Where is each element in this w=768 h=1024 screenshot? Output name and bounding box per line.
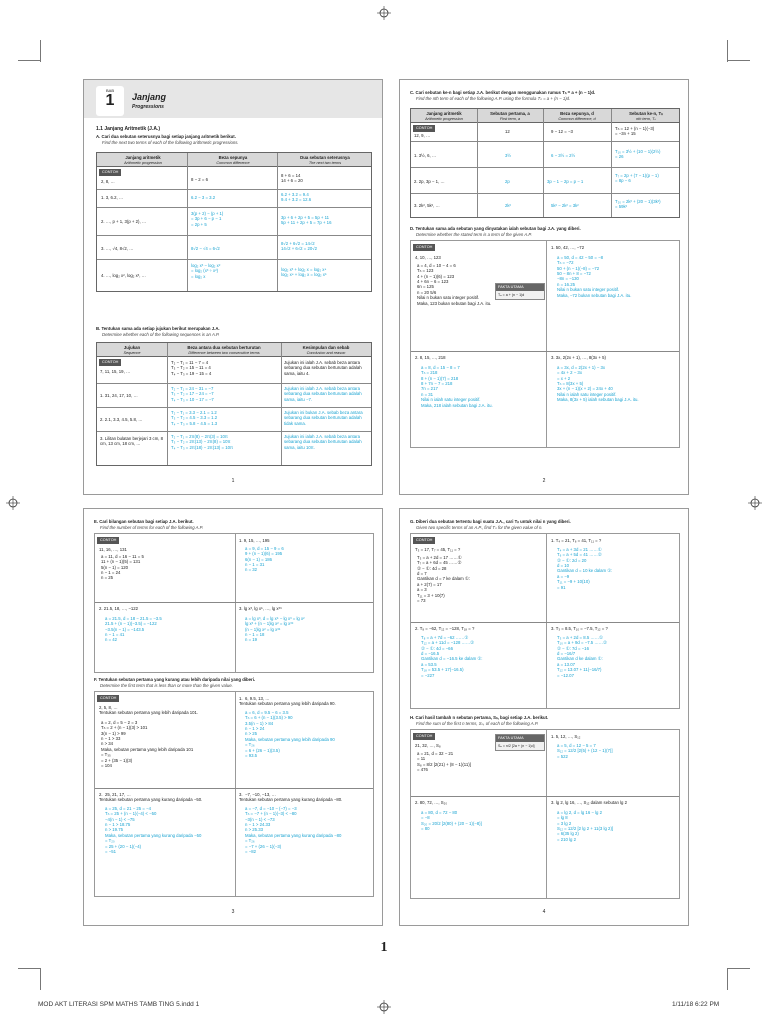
section-g-box: [410, 533, 680, 709]
table-b-header: Jujukan: [123, 345, 141, 350]
e1-title: 1. 9, 15, …, 195: [239, 538, 270, 543]
table-a-answer: 3(p + 2) − (p + 1) = 3p + 6 − p − 1 = 2p + 5: [191, 211, 224, 227]
e3-working: a = lg x³, d = lg x⁵ − lg x³ = lg x² lg x³ + (n − 1)lg x² = lg x³⁹ (n − 1)lg x² = lg x³⁶ n − 1 = 18 n = 19: [245, 616, 305, 643]
g3-working: T₃ = a + 2d = 8.5 ……① T₁₀ = a + 9d = −7.5 ……② ② − ①: 7d = −16 d = −16/7 Gantikan d ke dalam ①: a = 13.07 T₁₂ = 13.07 + 11(−16/7) = −12.07: [557, 635, 607, 678]
d2-title: 2. 8, 15, …, 218: [415, 355, 446, 360]
registration-mark-top: [377, 6, 391, 20]
table-c-answer: T₂₀ = 2k² + (20 − 1)(3k²) = 59k²: [615, 199, 661, 210]
table-b-answer: T₂ − T₁ = 2π(8) − 2π(3) = 10π T₃ − T₂ = 2π(13) − 2π(8) = 10π T₄ − T₃ = 2π(18) − 2π(13) = 10π: [171, 434, 233, 450]
table-b-answer: T₂ − T₁ = 24 − 31 = −7 T₃ − T₂ = 17 − 24 = −7 T₄ − T₃ = 10 − 17 = −7: [171, 386, 214, 402]
table-c-answer: T₁₀ = 3½ + (10 − 1)(2½) = 26: [615, 149, 661, 160]
table-a-answer: log₂ x³ − log₂ x² = log₂ (x³ ÷ x²) = log₂ x: [191, 263, 221, 279]
contoh-label: CONTOH: [413, 244, 435, 251]
contoh-label: CONTOH: [99, 169, 121, 176]
footer-filename: MOD AKT LITERASI SPM MATHS TAMB TING 5.indd 1: [38, 1001, 200, 1008]
d-example-working: a = 4, d = 10 − 4 = 6 Tₙ = 123 4 + (n − 1)(6) = 123 4 + 6n − 6 = 123 6n = 125 n = 20 5/6 Nilai n bukan satu integer positif. Maka, 123 bukan sebutan bagi J.A. itu.: [417, 263, 492, 306]
table-a: [96, 152, 372, 292]
f3-working: a = −7, d = −10 − (−7) = −3 Tₙ = −7 + (n − 1)(−3) < −80 −3(n − 1) < −73 n − 1 > 24.33 n > 25.33 Maka, sebutan pertama yang kurang daripada −80 = T₂₆ = −7 + (26 − 1)(−3) = −82: [245, 806, 342, 854]
question-e: E. Cari bilangan sebutan bagi setiap J.A. berikut.: [94, 519, 194, 524]
table-a-header: Beza sepunya: [218, 155, 248, 160]
table-c-cell: Tₙ = 12 + (n − 1)(−3) = −3n + 15: [615, 126, 655, 137]
table-c-answer: 2k²: [505, 203, 511, 208]
registration-mark-bottom: [377, 1000, 391, 1014]
d1-title: 1. 50, 42, …, −72: [551, 245, 585, 250]
g2-working: T₈ = a + 7d = −62 ……① T₁₂ = a + 11d = −128 ……② ② − ①: 4d = −66 d = −16.5 Gantikan d = −16.5 ke dalam ①: a = 53.5 T₁₈ = 53.5 + 17(−16.5) = −227: [421, 635, 483, 678]
f-example-working: a = 2, d = 5 − 2 = 3 Tₙ = 2 + (n − 1)(3) > 101 3(n − 1) > 99 n − 1 > 33 n > 34 Maka, sebutan pertama yang lebih daripada 101 = T₃₅ = 2 + (35 − 1)(3) = 104: [101, 720, 194, 768]
table-a-cell: 2. …, p + 1, 3(p + 2), …: [101, 219, 147, 224]
g1-title: 1. T₄ = 21, T₆ = 41, T₁₁ = ?: [551, 538, 602, 543]
section-e-box: [94, 533, 374, 673]
h2-title: 2. 80, 72, …, S₂₀: [415, 800, 448, 805]
table-a-cell: 3. …, √4, 8√2, …: [101, 246, 134, 251]
h3-title: 3. lg 2, lg 16, …, S₁₂ dalam sebutan lg 2: [551, 800, 627, 805]
table-b-cell: Jujukan ini ialah J.A. sebab beza antara sebarang dua sebutan berturutan adalah sama, iaitu 4.: [284, 360, 362, 376]
table-c-header: Beza sepunya, d: [560, 111, 594, 116]
crop-mark: [727, 40, 728, 62]
table-a-answer: 8√2 − √4 = 6√2: [191, 246, 220, 251]
table-b-cell: 1. 31, 24, 17, 10, …: [100, 393, 138, 398]
h-example-working: a = 21, d = 32 − 21 = 11 S₈ = 8/2 [2(21) + (8 − 1)(11)] = 476: [417, 751, 471, 773]
page-2: [399, 79, 689, 495]
table-c-answer: 6 − 3½ = 2½: [551, 153, 576, 158]
table-a-subheader: Common difference: [216, 161, 250, 165]
table-a-cell: 4. …, log₂ x², log₂ x³, …: [101, 273, 146, 278]
d3-working: a = 3x, d = 2(2x + 1) − 3x = 4x + 2 − 3x = x + 2 Tₙ = 8(3x + 5) 3x + (n − 1)(x + 2) = 24x + 40 Nilai n ialah satu integer positif. Maka, 8(3x + 5) ialah sebutan bagi J.A. itu.: [557, 365, 639, 403]
section-h-box: [410, 729, 680, 899]
table-b-cell: 2. 2.1, 3.3, 4.5, 5.8, …: [100, 417, 143, 422]
table-c-cell: 9 − 12 = −3: [551, 129, 573, 134]
question-g: G. Diberi dua sebutan tertentu bagi suatu J.A., cari Tₙ untuk nilai n yang diberi.: [410, 519, 571, 524]
table-c: [410, 108, 680, 218]
question-b: B. Tentukan sama ada setiap jujukan berikut merupakan J.A.: [96, 326, 220, 331]
question-a-en: Find the next two terms of each of the following arithmetic progressions.: [102, 140, 239, 145]
table-c-cell: 3. 2k², 5k², …: [414, 203, 440, 208]
table-a-answer: 8√2 + 6√2 = 14√2 14√2 + 6√2 = 20√2: [281, 241, 317, 252]
h1-working: a = 5, d = 12 − 5 = 7 S₁₂ = 12/2 [2(5) + (12 − 1)(7)] = 522: [557, 743, 613, 759]
footer-date: 1/11/18 6:22 PM: [672, 1001, 720, 1008]
question-g-en: Given two specific terms of an A.P., find Tₙ for the given value of n.: [416, 525, 543, 530]
e2-working: a = 21.5, d = 18 − 21.5 = −3.5 21.5 + (n − 1)(−3.5) = −122 −3.5(n − 1) = −143.5 n − 1 = 41 n = 42: [105, 616, 162, 643]
table-b-subheader: Difference between two consecutive terms: [188, 351, 260, 355]
table-a-cell: 8 + 6 = 14 14 + 6 = 20: [281, 173, 303, 184]
question-c: C. Cari sebutan ke-n bagi setiap J.A. berikut dengan menggunakan rumus Tₙ = a + (n − 1)d.: [410, 90, 596, 95]
table-b-answer: Jujukan ini ialah J.A. sebab beza antara sebarang dua sebutan berturutan adalah sama, iaitu 10π.: [284, 434, 362, 450]
table-c-answer: T₇ = 2p + (7 − 1)(p − 1) = 8p − 6: [615, 173, 659, 184]
crop-mark: [40, 968, 41, 990]
question-b-en: Determine whether each of the following sequences is an A.P.: [102, 332, 220, 337]
g3-title: 3. T₃ = 8.5, T₁₀ = −7.5, T₁₂ = ?: [551, 626, 608, 631]
h1-title: 1. 5, 12, …, S₁₂: [551, 734, 581, 739]
g2-title: 2. T₈ = −62, T₁₂ = −128, T₁₈ = ?: [415, 626, 475, 631]
table-c-subheader: Common difference, d: [558, 117, 596, 121]
table-b-subheader: Conclusion and reason: [306, 351, 346, 355]
e-example: 11, 16, …, 131: [99, 547, 127, 552]
registration-mark-right: [748, 496, 762, 510]
page-3: [83, 508, 383, 926]
d-example: 4, 10, …, 123: [415, 255, 441, 260]
table-a-header: Janjang aritmetik: [125, 155, 161, 160]
fakta-formula: Sₙ = n/2 [2a + (n − 1)d]: [498, 743, 535, 748]
question-d-en: Determine whether the stated term is a term of the given A.P.: [416, 232, 532, 237]
question-a: A. Cari dua sebutan seterusnya bagi setiap janjang aritmetik berikut.: [96, 134, 236, 139]
table-a-answer: 6.2 − 3 = 3.2: [191, 195, 216, 200]
e1-working: a = 9, d = 15 − 9 = 6 9 + (n − 1)(6) = 195 6(n − 1) = 186 n − 1 = 31 n = 32: [245, 546, 284, 573]
table-a-answer: 6.2 + 3.2 = 9.4 9.4 + 3.2 = 12.6: [281, 192, 312, 203]
table-a-header: Dua sebutan seterusnya: [300, 155, 350, 160]
fakta-utama-box: [495, 734, 545, 751]
page-number: 3: [231, 908, 235, 915]
table-c-header: Janjang aritmetik: [426, 111, 462, 116]
table-a-subheader: Arithmetic progression: [124, 161, 162, 165]
question-e-en: Find the number of terms for each of the following A.P.: [100, 525, 204, 530]
page-number: 4: [542, 908, 546, 915]
g1-working: T₄ = a + 3d = 21 ……① T₆ = a + 5d = 41 ……② ② − ①: 2d = 20 d = 10 Gantikan d = 10 ke dalam ①: a = −9 T₁₁ = −9 + 10(10) = 91: [557, 547, 613, 590]
d1-working: a = 50, d = 42 − 50 = −8 Tₙ = −72 50 + (n − 1)(−8) = −72 50 − 8n + 8 = −72 −8n = −130 n = 16.25 Nilai n bukan satu integer positif. Maka, −72 bukan sebutan bagi J.A. itu.: [557, 255, 632, 298]
g-example: T₃ = 17, T₇ = 45, T₁₁ = ?: [415, 547, 461, 552]
table-b-answer: Jujukan ini ialah J.A. sebab beza antara sebarang dua sebutan berturutan adalah sama, iaitu −7.: [284, 386, 362, 402]
question-f-en: Determine the first term that is less than or more than the given value.: [100, 683, 233, 688]
sheet-number: 1: [380, 940, 388, 955]
fakta-formula: Tₙ = a + (n − 1)d: [498, 292, 525, 297]
table-c-cell: 12, 9, …: [414, 133, 431, 138]
table-a-cell: 1. 3, 6.2, …: [101, 195, 124, 200]
page-4: [399, 508, 689, 926]
table-b-subheader: Sequence: [123, 351, 141, 355]
fakta-utama-label: FAKTA UTAMA: [496, 284, 544, 291]
table-c-header: Sebutan ke-n, Tₙ: [629, 111, 663, 116]
question-c-en: Find the nth term of each of the following A.P. using the formula Tₙ = a + (n − 1)d.: [416, 96, 571, 101]
contoh-label: CONTOH: [97, 537, 119, 544]
chapter-subtitle: Progressions: [132, 104, 164, 110]
registration-mark-left: [6, 496, 20, 510]
chapter-label: BAB: [105, 88, 114, 93]
section-f-box: [94, 691, 374, 897]
table-c-answer: 5k² − 2k² = 3k²: [551, 203, 579, 208]
e2-title: 2. 21.5, 18, …, −122: [99, 606, 139, 611]
table-b-header: Kesimpulan dan sebab: [302, 345, 350, 350]
table-b-answer: T₂ − T₁ = 3.3 − 2.1 = 1.2 T₃ − T₂ = 4.5 − 3.3 = 1.2 T₄ − T₃ = 5.8 − 4.5 = 1.3: [171, 410, 218, 426]
table-b-cell: 3. Lilitan bulatan berjejari 3 cm, 8 cm, 13 cm, 18 cm, …: [100, 436, 164, 447]
g-example-working: T₃ = a + 2d = 17 ……① T₇ = a + 6d = 45 ……② ② − ①: 4d = 28 d = 7 Gantikan d = 7 ke dalam ①: a + 2(7) = 17 a = 3 T₁₁ = 3 + 10(7) = 73: [417, 555, 470, 603]
h-example: 21, 32, …, S₈: [415, 743, 441, 748]
table-b-cell: T₂ − T₁ = 11 − 7 = 4 T₃ − T₂ = 15 − 11 = 4 T₄ − T₃ = 19 − 15 = 4: [171, 360, 212, 376]
crop-mark: [727, 968, 728, 990]
section-d-box: [410, 240, 680, 448]
crop-mark: [18, 968, 40, 969]
contoh-label: CONTOH: [413, 733, 435, 740]
contoh-label: CONTOH: [99, 359, 121, 366]
table-c-cell: 2. 2p, 3p − 1, …: [414, 179, 445, 184]
crop-mark: [728, 968, 750, 969]
question-h: H. Cari hasil tambah n sebutan pertama, Sₙ, bagi setiap J.A. berikut.: [410, 715, 549, 720]
table-c-answer: 3½: [505, 153, 511, 158]
f2-title: 2. 25, 21, 17, … Tentukan sebutan pertama yang kurang daripada −50.: [99, 792, 203, 803]
crop-mark: [40, 40, 41, 62]
table-c-subheader: First term, a: [499, 117, 521, 121]
d2-working: a = 8, d = 15 − 8 = 7 Tₙ = 218 8 + (n − 1)(7) = 218 8 + 7n − 7 = 218 7n = 217 n = 31 Nilai n ialah satu integer positif. Maka, 218 ialah sebutan bagi J.A. itu.: [421, 365, 493, 408]
question-d: D. Tentukan sama ada sebutan yang dinyatakan ialah sebutan bagi J.A. yang diberi.: [410, 226, 581, 231]
table-c-cell: 1. 3½, 6, …: [414, 153, 437, 158]
e-example-working: a = 11, d = 16 − 11 = 5 11 + (n − 1)(5) = 131 5(n − 1) = 120 n − 1 = 24 n = 25: [101, 554, 144, 581]
table-b-cell: 7, 11, 15, 19, …: [100, 369, 131, 374]
fakta-utama-label: FAKTA UTAMA: [496, 735, 544, 742]
question-h-en: Find the sum of the first n terms, Sₙ, of each of the following A.P.: [416, 721, 539, 726]
f2-working: a = 25, d = 21 − 25 = −4 Tₙ = 25 + (n − 1)(−4) < −50 −4(n − 1) < −75 n − 1 > 18.75 n > 19.75 Maka, sebutan pertama yang kurang daripada −50 = T₂₀ = 25 + (20 − 1)(−4) = −51: [105, 806, 202, 854]
table-a-subheader: The next two terms: [308, 161, 342, 165]
question-f: F. Tentukan sebutan pertama yang kurang atau lebih daripada nilai yang diberi.: [94, 677, 256, 682]
table-c-subheader: nth term, Tₙ: [636, 117, 656, 121]
h2-working: a = 80, d = 72 − 80 = −8 S₂₀ = 20/2 [2(80) + (20 − 1)(−8)] = 80: [421, 810, 482, 832]
table-c-cell: 12: [505, 129, 510, 134]
e3-title: 3. lg x³, lg x⁵, …, lg x³⁹: [239, 606, 282, 611]
chapter-header: [84, 80, 382, 118]
f1-title: 1. 6, 9.5, 13, … Tentukan sebutan pertama yang lebih daripada 90.: [239, 696, 336, 707]
table-a-answer: 3p + 6 + 2p + 5 = 5p + 11 5p + 11 + 2p + 5 = 7p + 16: [281, 215, 332, 226]
table-c-answer: 3p − 1 − 2p = p − 1: [547, 179, 584, 184]
contoh-label: CONTOH: [97, 695, 119, 702]
page-number: 2: [542, 477, 546, 484]
table-a-cell: 2, 8, …: [101, 179, 115, 184]
crop-mark: [18, 60, 40, 61]
chapter-badge: [96, 86, 124, 116]
table-b-header: Beza antara dua sebutan berturutan: [187, 345, 261, 350]
chapter-number: 1: [105, 92, 115, 109]
section-heading: 1.1 Janjang Aritmetik (J.A.): [96, 126, 160, 132]
f-example: 2, 5, 8, … Tentukan sebutan pertama yang lebih daripada 101.: [99, 705, 199, 716]
chapter-title: Janjang: [132, 92, 167, 102]
table-c-header: Sebutan pertama, a: [490, 111, 530, 116]
table-c-answer: 2p: [505, 179, 510, 184]
f1-working: a = 6, d = 9.5 − 6 = 3.5 Tₙ = 6 + (n − 1)(3.5) > 90 3.5(n − 1) > 84 n − 1 > 24 n > 25 Maka, sebutan pertama yang lebih daripada 90 = T₂₆ = 6 + (26 − 1)(3.5) = 93.5: [245, 710, 335, 758]
page-number: 1: [231, 477, 235, 484]
contoh-label: CONTOH: [413, 537, 435, 544]
table-a-answer: log₂ x³ + log₂ x = log₂ x⁴ log₂ x⁴ + log₂ x = log₂ x⁵: [281, 267, 327, 278]
contoh-label: CONTOH: [413, 125, 435, 132]
table-c-subheader: Arithmetic progression: [425, 117, 463, 121]
f3-title: 3. −7, −10, −13, … Tentukan sebutan pertama yang kurang daripada −80.: [239, 792, 343, 803]
crop-mark: [728, 60, 750, 61]
d3-title: 3. 3x, 2(2x + 1), …, 8(3x + 5): [551, 355, 606, 360]
table-a-cell: 8 − 2 = 6: [191, 177, 208, 182]
h3-working: a = lg 2, d = lg 16 − lg 2 = lg 8 = 3 lg 2 S₁₂ = 12/2 [2 lg 2 + 11(3 lg 2)] = 6(35 lg 2) = 210 lg 2: [557, 810, 614, 842]
table-b: [96, 342, 372, 466]
fakta-utama-box: [495, 283, 545, 300]
page-1: [83, 79, 383, 495]
table-b-answer: Jujukan ini bukan J.A. sebab beza antara sebarang dua sebutan berturutan adalah tidak sama.: [284, 410, 363, 426]
